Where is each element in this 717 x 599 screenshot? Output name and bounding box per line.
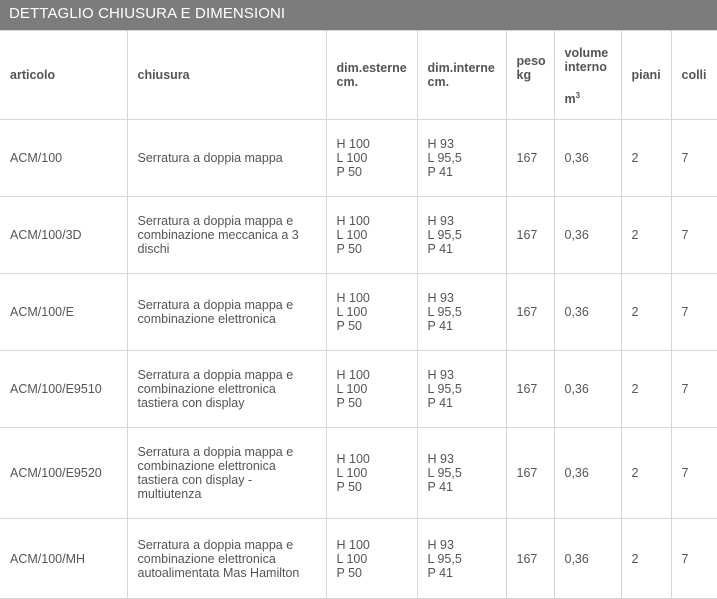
cell-volume: 0,36: [554, 428, 621, 519]
cell-dim-interne-line: P 41: [427, 319, 453, 333]
cell-dim-esterne-line: L 100: [336, 151, 368, 165]
table-row: [0, 120, 717, 197]
header-dim-interne: [417, 31, 506, 120]
cell-chiusura-line: multiutenza: [137, 487, 202, 501]
cell-dim-interne: [417, 197, 506, 274]
cell-dim-esterne-line: H 100: [336, 368, 370, 382]
cell-piani: 2: [621, 120, 671, 197]
cell-dim-esterne-line: H 100: [336, 537, 370, 552]
specs-table: [0, 30, 717, 599]
section-title: DETTAGLIO CHIUSURA E DIMENSIONI: [9, 5, 286, 22]
cell-articolo: ACM/100/E9510: [0, 351, 127, 428]
cell-dim-interne-line: H 93: [427, 291, 454, 305]
cell-volume: 0,36: [554, 274, 621, 351]
cell-dim-esterne-line: L 100: [336, 382, 368, 396]
cell-chiusura-line: dischi: [137, 242, 170, 256]
cell-peso: 167: [506, 197, 554, 274]
cell-dim-interne-line: L 95,5: [427, 551, 462, 566]
cell-peso: 167: [506, 274, 554, 351]
cell-volume: 0,36: [554, 120, 621, 197]
cell-dim-esterne-line: L 100: [336, 466, 368, 480]
cell-dim-esterne-line: P 50: [336, 480, 362, 494]
cell-dim-esterne-line: H 100: [336, 452, 370, 466]
cell-chiusura-line: Serratura a doppia mappa e: [137, 368, 294, 382]
header-dim-esterne-line2: cm.: [336, 75, 359, 89]
cell-articolo: ACM/100/3D: [0, 197, 127, 274]
cell-chiusura-line: tastiera con display -: [137, 473, 253, 487]
cell-dim-interne-line: H 93: [427, 214, 454, 228]
cell-chiusura-line: Serratura a doppia mappa e: [137, 445, 294, 459]
table-row: [0, 351, 717, 428]
cell-dim-esterne-line: P 50: [336, 565, 362, 580]
cell-dim-interne-line: P 41: [427, 165, 453, 179]
cell-volume: 0,36: [554, 519, 621, 599]
cell-peso: 167: [506, 120, 554, 197]
cell-dim-interne-line: P 41: [427, 480, 453, 494]
cell-piani: 2: [621, 519, 671, 599]
cell-chiusura-line: combinazione elettronica: [137, 312, 276, 326]
cell-dim-interne-line: L 95,5: [427, 305, 462, 319]
header-colli: colli: [671, 31, 717, 120]
cell-colli: 7: [671, 428, 717, 519]
header-volume-exponent: 3: [575, 91, 581, 100]
cell-peso: 167: [506, 351, 554, 428]
cell-dim-esterne: [326, 274, 417, 351]
cell-chiusura-line: Serratura a doppia mappa e: [137, 214, 294, 228]
cell-piani: 2: [621, 197, 671, 274]
header-volume-line2: interno: [564, 60, 607, 74]
cell-colli: 7: [671, 351, 717, 428]
cell-chiusura-line: Serratura a doppia mappa e: [137, 298, 294, 312]
header-dim-esterne: [326, 31, 417, 120]
table-row: [0, 274, 717, 351]
cell-chiusura-line: combinazione elettronica: [137, 551, 276, 566]
cell-dim-interne: [417, 274, 506, 351]
cell-chiusura-line: autoalimentata Mas Hamilton: [137, 565, 300, 580]
cell-dim-esterne-line: L 100: [336, 228, 368, 242]
cell-dim-interne-line: L 95,5: [427, 382, 462, 396]
table-row: [0, 197, 717, 274]
header-volume-unit: m: [564, 92, 576, 107]
cell-dim-interne: [417, 120, 506, 197]
cell-dim-interne: [417, 351, 506, 428]
cell-dim-interne-line: H 93: [427, 137, 454, 151]
cell-dim-interne-line: P 41: [427, 396, 453, 410]
cell-colli: 7: [671, 120, 717, 197]
cell-colli: 7: [671, 197, 717, 274]
cell-colli: 7: [671, 274, 717, 351]
cell-volume: 0,36: [554, 197, 621, 274]
header-peso: [506, 31, 554, 120]
cell-dim-interne-line: P 41: [427, 565, 453, 580]
header-volume-line1: volume: [564, 46, 609, 60]
header-dim-interne-line1: dim.interne: [427, 61, 495, 75]
cell-dim-esterne-line: L 100: [336, 305, 368, 319]
cell-dim-esterne-line: P 50: [336, 242, 362, 256]
cell-dim-esterne: [326, 197, 417, 274]
cell-peso: 167: [506, 519, 554, 599]
cell-chiusura: [127, 351, 326, 428]
cell-chiusura: [127, 120, 326, 197]
cell-dim-interne-line: H 93: [427, 368, 454, 382]
cell-chiusura-line: combinazione meccanica a 3: [137, 228, 299, 242]
section-title-bar: [0, 0, 717, 30]
cell-dim-interne-line: H 93: [427, 537, 454, 552]
cell-dim-esterne-line: H 100: [336, 214, 370, 228]
cell-dim-esterne-line: L 100: [336, 551, 368, 566]
cell-dim-esterne-line: P 50: [336, 319, 362, 333]
cell-dim-esterne: [326, 351, 417, 428]
cell-articolo: ACM/100/E: [0, 274, 127, 351]
cell-chiusura: [127, 274, 326, 351]
cell-dim-interne-line: H 93: [427, 452, 454, 466]
cell-colli: 7: [671, 519, 717, 599]
cell-chiusura: [127, 197, 326, 274]
header-piani: piani: [621, 31, 671, 120]
header-peso-line1: peso: [516, 54, 546, 68]
cell-articolo: ACM/100: [0, 120, 127, 197]
cell-piani: 2: [621, 274, 671, 351]
cell-dim-esterne-line: P 50: [336, 396, 362, 410]
table-header-row: [0, 31, 717, 120]
cell-dim-interne-line: L 95,5: [427, 466, 462, 480]
header-articolo: articolo: [0, 31, 127, 120]
cell-dim-interne-line: P 41: [427, 242, 453, 256]
cell-volume: 0,36: [554, 351, 621, 428]
header-dim-esterne-line1: dim.esterne: [336, 61, 407, 75]
cell-chiusura-line: tastiera con display: [137, 396, 245, 410]
cell-dim-interne-line: L 95,5: [427, 151, 462, 165]
cell-dim-interne-line: L 95,5: [427, 228, 462, 242]
header-dim-interne-line2: cm.: [427, 75, 450, 89]
cell-dim-interne: [417, 428, 506, 519]
cell-dim-esterne-line: H 100: [336, 291, 370, 305]
header-chiusura: chiusura: [127, 31, 326, 120]
cell-chiusura: [127, 428, 326, 519]
cell-dim-esterne: [326, 428, 417, 519]
table-row: [0, 428, 717, 519]
header-peso-line2: kg: [516, 68, 532, 82]
cell-dim-esterne-line: H 100: [336, 137, 370, 151]
cell-piani: 2: [621, 351, 671, 428]
cell-chiusura-line: Serratura a doppia mappa: [137, 151, 283, 165]
cell-articolo: ACM/100/E9520: [0, 428, 127, 519]
cell-dim-esterne: [326, 120, 417, 197]
cell-piani: 2: [621, 428, 671, 519]
cell-chiusura-line: combinazione elettronica: [137, 382, 276, 396]
cell-chiusura-line: combinazione elettronica: [137, 459, 276, 473]
cell-dim-esterne-line: P 50: [336, 165, 362, 179]
cell-peso: 167: [506, 428, 554, 519]
header-volume: [554, 31, 621, 120]
cell-articolo: ACM/100/MH: [0, 519, 127, 599]
cell-chiusura-line: Serratura a doppia mappa e: [137, 537, 294, 552]
